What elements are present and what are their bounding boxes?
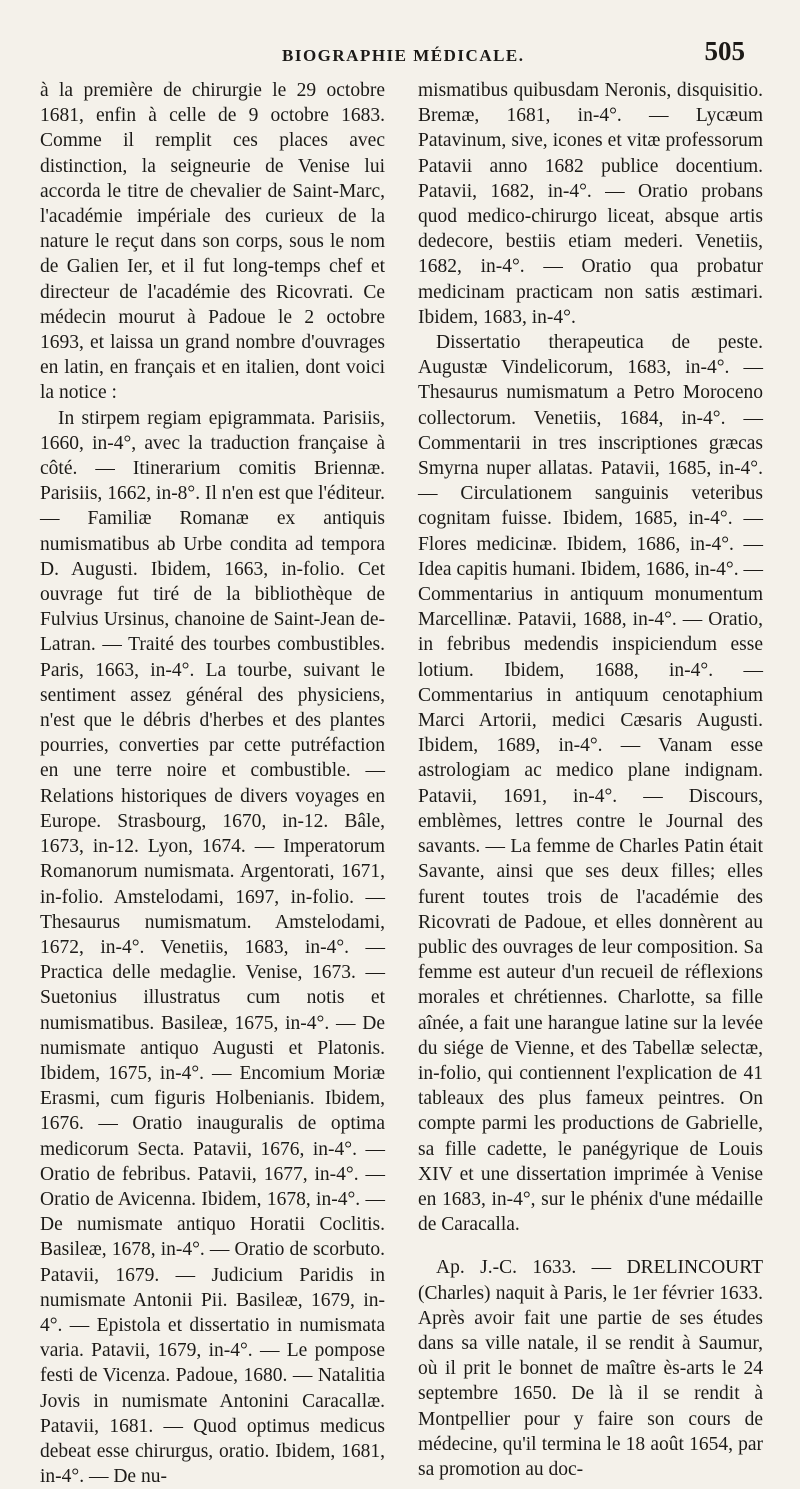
left-column [40, 78, 385, 1489]
biography-entry: Ap. J.-C. 1633. — DRELINCOURT (Charles) naquit à Paris, le 1er février 1633. Après avoir fait une partie de ses études dans sa ville natale, il se rendit à Saumur, où il prit le bonnet de maître ès-arts le 24 septembre 1650. De là il se rendit à Montpellier pour y faire son cours de médecine, qu'il termina le 18 août 1654, par sa promotion au doc- [418, 1257, 763, 1480]
running-title: BIOGRAPHIE MÉDICALE. [282, 46, 525, 65]
page-header [0, 30, 800, 70]
right-column [418, 78, 763, 1482]
paragraph: In stirpem regiam epigrammata. Parisiis, 1660, in-4°, avec la traduction française à côté. — Itinerarium comitis Briennæ. Parisiis, 1662, in-8°. Il n'en est que l'éditeur. — Familiæ Romanæ ex antiquis numismatibus ab Urbe condita ad tempora D. Augusti. Ibidem, 1663, in-folio. Cet ouvrage fut tiré de la bibliothèque de Fulvius Ursinus, chanoine de Saint-Jean de-Latran. — Traité des tourbes combustibles. Paris, 1663, in-4°. La tourbe, suivant le sentiment assez général des physiciens, n'est que le débris d'herbes et des plantes pourries, converties par cette putréfaction en une terre noire et combustible. — Relations historiques de divers voyages en Europe. Strasbourg, 1670, in-12. Bâle, 1673, in-12. Lyon, 1674. — Imperatorum Romanorum numismata. Argentorati, 1671, in-folio. Amstelodami, 1697, in-folio. — Thesaurus numismatum. Amstelodami, 1672, in-4°. Venetiis, 1683, in-4°. — Practica delle medaglie. Venise, 1673. — Suetonius illustratus cum notis et numismatibus. Basileæ, 1675, in-4°. — De numismate antiquo Augusti et Platonis. Ibidem, 1675, in-4°. — Encomium Moriæ Erasmi, cum figuris Holbenianis. Ibidem, 1676. — Oratio inauguralis de optima medicorum Secta. Patavii, 1676, in-4°. — Oratio de febribus. Patavii, 1677, in-4°. — Oratio de Avicenna. Ibidem, 1678, in-4°. — De numismate antiquo Horatii Coclitis. Basileæ, 1678, in-4°. — Oratio de scorbuto. Patavii, 1679. — Judicium Paridis in numismate Antonii Pii. Basileæ, 1679, in-4°. — Epistola et dissertatio in numismata varia. Patavii, 1679, in-4°. — Le pompose festi de Vicenza. Padoue, 1680. — Natalitia Jovis in numismate Antonini Caracallæ. Patavii, 1681. — Quod optimus medicus debeat esse chirurgus, oratio. Ibidem, 1681, in-4°. — De nu- [40, 407, 385, 1488]
paragraph: mismatibus quibusdam Neronis, disquisitio. Bremæ, 1681, in-4°. — Lycæum Patavinum, sive, icones et vitæ professorum Patavii anno 1682 publice docentium. Patavii, 1682, in-4°. — Oratio probans quod medico-chirurgo liceat, absque artis dedecore, bestiis etiam mederi. Venetiis, 1682, in-4°. — Oratio qua probatur medicinam practicam non satis æstimari. Ibidem, 1683, in-4°. [418, 80, 763, 328]
paragraph: Dissertatio therapeutica de peste. Augustæ Vindelicorum, 1683, in-4°. — Thesaurus numismatum a Petro Moroceno collectorum. Venetiis, 1684, in-4°. — Commentarii in tres inscriptiones græcas Smyrna nuper allatas. Patavii, 1685, in-4°. — Circulationem sanguinis veteribus cognitam fuisse. Ibidem, 1685, in-4°. — Flores medicinæ. Ibidem, 1686, in-4°. — Idea capitis humani. Ibidem, 1686, in-4°. — Commentarius in antiquum monumentum Marcellinæ. Patavii, 1688, in-4°. — Oratio, in febribus medendis inspiciendum esse lotium. Ibidem, 1688, in-4°. — Commentarius in antiquum cenotaphium Marci Artorii, medici Cæsaris Augusti. Ibidem, 1689, in-4°. — Vanam esse astrologiam ac medico plane indignam. Patavii, 1691, in-4°. — Discours, emblèmes, lettres contre le Journal des savants. — La femme de Charles Patin était Savante, ainsi que ses deux filles; elles furent toutes trois de l'académie des Ricovrati de Padoue, et elles donnèrent au public des ouvrages de leur composition. Sa femme est auteur d'un recueil de réflexions morales et chrétiennes. Charlotte, sa fille aînée, a fait une harangue latine sur la levée du siége de Vienne, et des Tabellæ selectæ, in-folio, qui contiennent l'explication de 41 tableaux des plus fameux peintres. On compte parmi les productions de Gabrielle, sa fille cadette, le panégyrique de Louis XIV et une dissertation imprimée à Venise en 1683, in-4°, sur le phénix d'une médaille de Caracalla. [418, 332, 763, 1236]
paragraph: à la première de chirurgie le 29 octobre 1681, enfin à celle de 9 octobre 1683. Comme il remplit ces places avec distinction, la seigneurie de Venise lui accorda le titre de chevalier de Saint-Marc, l'académie impériale des curieux de la nature le reçut dans son corps, sous le nom de Galien Ier, et il fut long-temps chef et directeur de l'académie des Ricovrati. Ce médecin mourut à Padoue le 2 octobre 1693, et laissa un grand nombre d'ouvrages en latin, en français et en italien, dont voici la notice : [40, 80, 385, 404]
page-number: 505 [704, 36, 745, 66]
